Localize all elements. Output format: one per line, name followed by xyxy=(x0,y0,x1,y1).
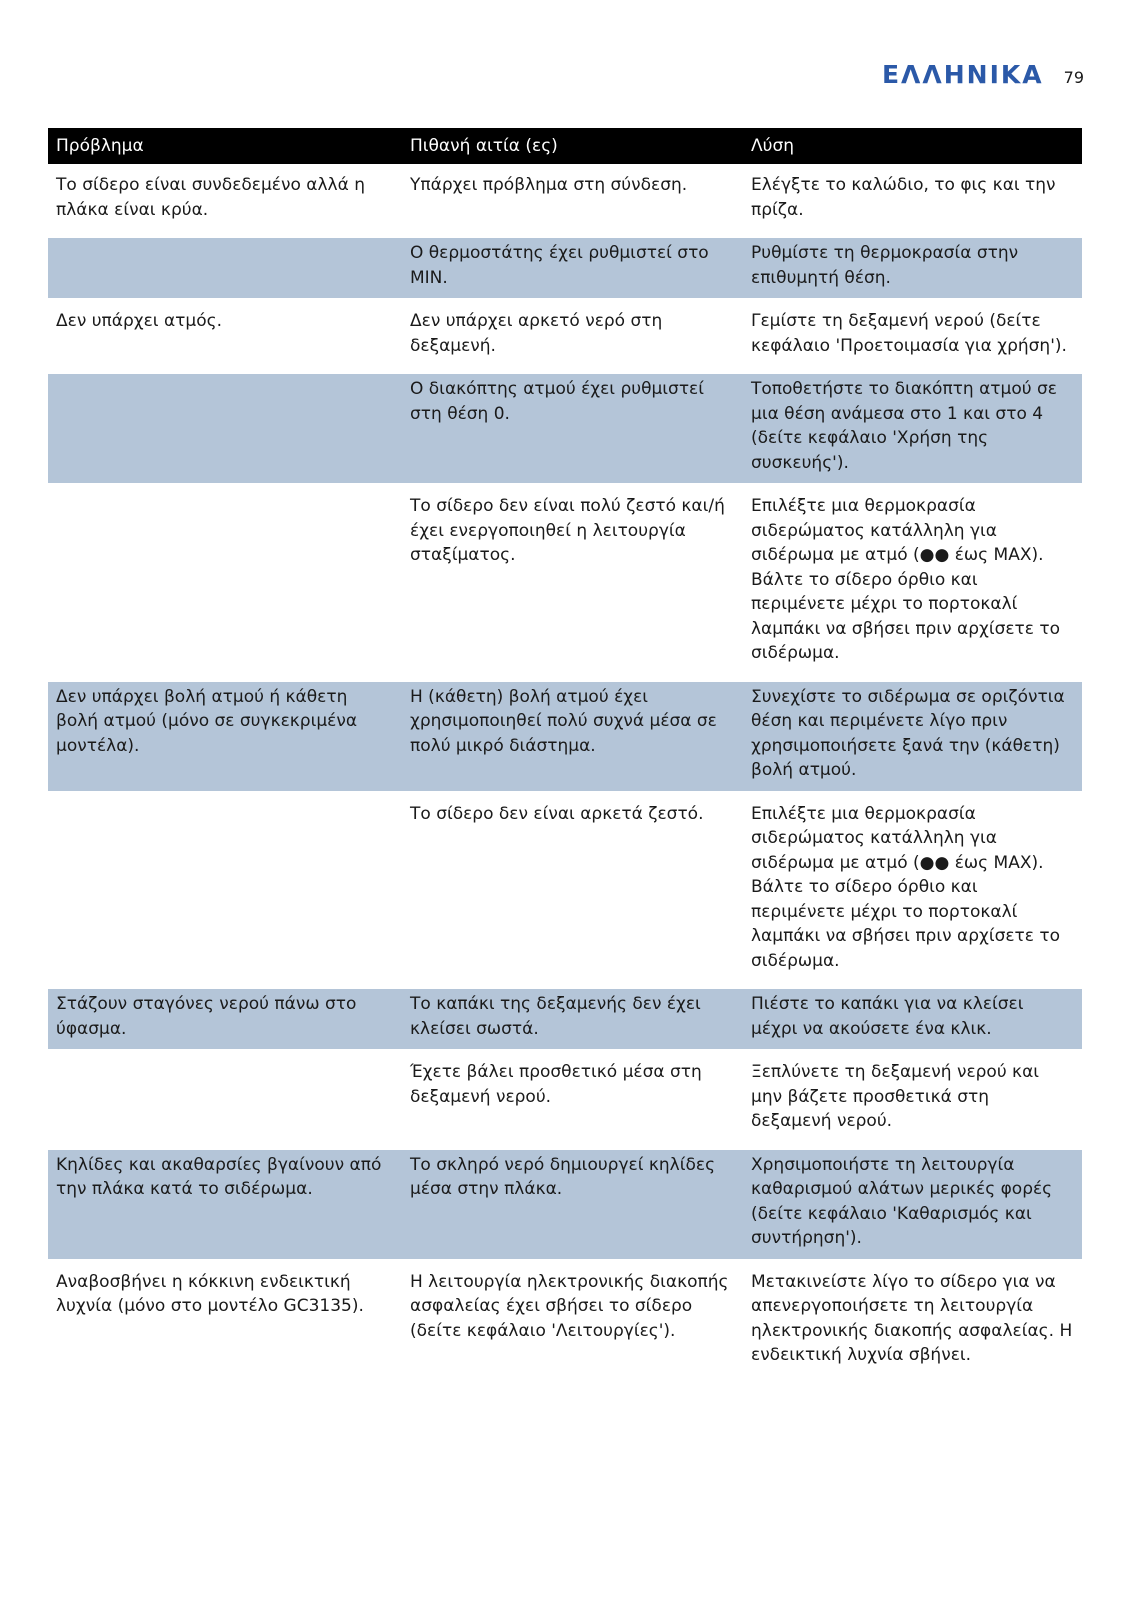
cause-cell: Το σίδερο δεν είναι αρκετά ζεστό. xyxy=(410,803,704,824)
table-row xyxy=(48,1057,1082,1142)
cause-cell: Υπάρχει πρόβλημα στη σύνδεση. xyxy=(410,175,688,195)
troubleshooting-table xyxy=(48,128,1082,1376)
problem-cell xyxy=(48,1057,402,1142)
problem-cell: Το σίδερο είναι συνδεδεμένο αλλά η πλάκα είναι κρύα. xyxy=(56,175,366,220)
solution-cell: Επιλέξτε μια θερμοκρασία σιδερώματος κατάλληλη για σιδέρωμα με ατμό (●● έως MAX). Βάλτε το σίδερο όρθιο και περιμένετε μέχρι το πορτοκαλί λαμπάκι να σβήσει πριν αρχίσετε το σιδέρωμα. xyxy=(751,803,1060,971)
solution-cell: Συνεχίστε το σιδέρωμα σε οριζόντια θέση και περιμένετε λίγο πριν χρησιμοποιήσετε ξανά την (κάθετη) βολή ατμού. xyxy=(751,686,1065,780)
problem-cell: Κηλίδες και ακαθαρσίες βγαίνουν από την πλάκα κατά το σιδέρωμα. xyxy=(56,1154,382,1199)
table-row xyxy=(48,238,1082,298)
cause-cell: Ο θερμοστάτης έχει ρυθμιστεί στο MIN. xyxy=(410,243,709,288)
table-row xyxy=(48,374,1082,483)
problem-cell: Στάζουν σταγόνες νερού πάνω στο ύφασμα. xyxy=(56,994,357,1039)
cause-cell: Η (κάθετη) βολή ατμού έχει χρησιμοποιηθεί πολύ συχνά μέσα σε πολύ μικρό διάστημα. xyxy=(410,686,717,756)
table-header xyxy=(48,128,1082,164)
cause-cell: Το καπάκι της δεξαμενής δεν έχει κλείσει σωστά. xyxy=(410,994,701,1039)
problem-cell xyxy=(48,491,402,674)
problem-cell xyxy=(48,238,402,298)
cause-cell: Το σίδερο δεν είναι πολύ ζεστό και/ή έχει ενεργοποιηθεί η λειτουργία σταξίματος. xyxy=(410,496,725,565)
solution-cell: Ρυθμίστε τη θερμοκρασία στην επιθυμητή θέση. xyxy=(751,243,1019,288)
solution-cell: Μετακινείστε λίγο το σίδερο για να απενεργοποιήσετε τη λειτουργία ηλεκτρονικής διακοπής ασφαλείας. Η ενδεικτική λυχνία σβήνει. xyxy=(751,1271,1073,1365)
page-number: 79 xyxy=(1063,68,1084,87)
column-header-solution: Λύση xyxy=(751,136,795,156)
problem-cell: Δεν υπάρχει ατμός. xyxy=(56,311,222,331)
problem-cell xyxy=(48,799,402,982)
problem-cell: Αναβοσβήνει η κόκκινη ενδεικτική λυχνία (μόνο στο μοντέλο GC3135). xyxy=(56,1271,364,1316)
page-header xyxy=(882,60,1084,89)
cause-cell: Δεν υπάρχει αρκετό νερό στη δεξαμενή. xyxy=(410,311,663,356)
solution-cell: Γεμίστε τη δεξαμενή νερού (δείτε κεφάλαιο 'Προετοιμασία για χρήση'). xyxy=(751,311,1067,356)
solution-cell: Χρησιμοποιήστε τη λειτουργία καθαρισμού αλάτων μερικές φορές (δείτε κεφάλαιο 'Καθαρισμός και συντήρηση'). xyxy=(751,1154,1053,1248)
solution-cell: Επιλέξτε μια θερμοκρασία σιδερώματος κατάλληλη για σιδέρωμα με ατμό (●● έως MAX). Βάλτε το σίδερο όρθιο και περιμένετε μέχρι το πορτοκαλί λαμπάκι να σβήσει πριν αρχίσετε το σιδέρωμα. xyxy=(751,496,1060,663)
table-row xyxy=(48,170,1082,230)
table-row xyxy=(48,306,1082,366)
problem-cell xyxy=(48,374,402,483)
cause-cell: Ο διακόπτης ατμού έχει ρυθμιστεί στη θέση 0. xyxy=(410,379,704,424)
table-row xyxy=(48,799,1082,982)
problem-cell: Δεν υπάρχει βολή ατμού ή κάθετη βολή ατμού (μόνο σε συγκεκριμένα μοντέλα). xyxy=(56,686,358,756)
language-title: ΕΛΛΗΝΙΚΑ xyxy=(881,60,1044,89)
table-row xyxy=(48,682,1082,791)
solution-cell: Ελέγξτε το καλώδιο, το φις και την πρίζα. xyxy=(751,175,1056,220)
cause-cell: Το σκληρό νερό δημιουργεί κηλίδες μέσα στην πλάκα. xyxy=(410,1154,716,1199)
cause-cell: Η λειτουργία ηλεκτρονικής διακοπής ασφαλείας έχει σβήσει το σίδερο (δείτε κεφάλαιο 'Λειτουργίες'). xyxy=(410,1271,729,1341)
table-row xyxy=(48,989,1082,1049)
solution-cell: Πιέστε το καπάκι για να κλείσει μέχρι να ακούσετε ένα κλικ. xyxy=(751,994,1024,1039)
table-row xyxy=(48,491,1082,674)
cause-cell: Έχετε βάλει προσθετικό μέσα στη δεξαμενή νερού. xyxy=(410,1062,702,1107)
table-row xyxy=(48,1267,1082,1376)
solution-cell: Τοποθετήστε το διακόπτη ατμού σε μια θέση ανάμεσα στο 1 και στο 4 (δείτε κεφάλαιο 'Χρήση της συσκευής'). xyxy=(751,379,1057,473)
column-header-problem: Πρόβλημα xyxy=(56,136,144,156)
solution-cell: Ξεπλύνετε τη δεξαμενή νερού και μην βάζετε προσθετικά στη δεξαμενή νερού. xyxy=(751,1062,1040,1131)
table-body xyxy=(48,170,1082,1376)
table-row xyxy=(48,1150,1082,1259)
column-header-cause: Πιθανή αιτία (ες) xyxy=(410,136,558,156)
